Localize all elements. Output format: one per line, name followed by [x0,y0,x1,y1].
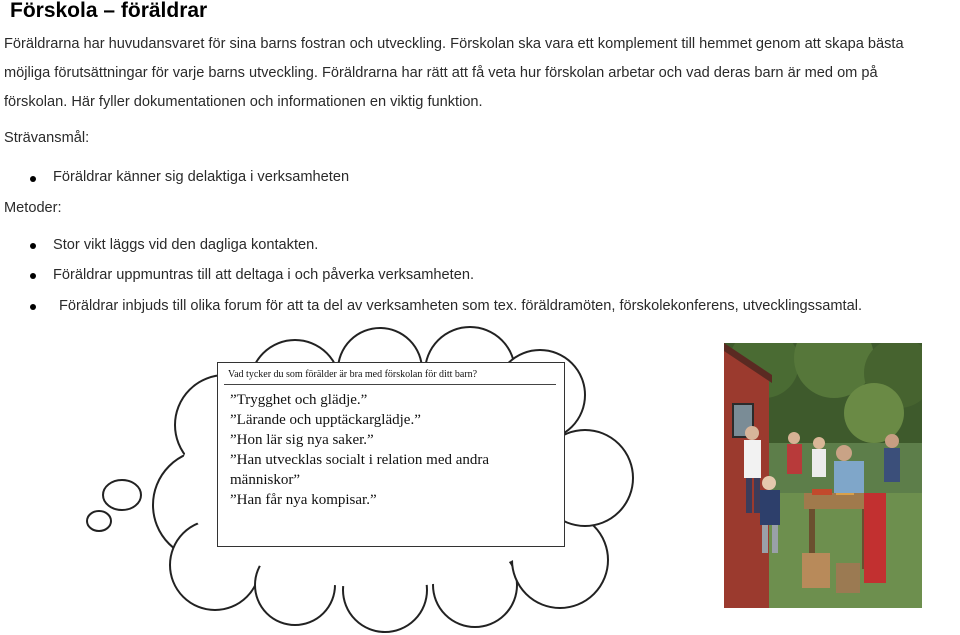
goals-label: Strävansmål: [4,130,90,146]
thought-bubble-tiny [87,511,111,531]
method-item: Stor vikt läggs vid den dagliga kontakten. [53,237,319,253]
goal-item: Föräldrar känner sig delaktiga i verksamheten [53,169,350,185]
methods-label: Metoder: [4,200,62,216]
quote-item: ”Lärande och upptäckarglädje.” [230,412,421,428]
quote-item: ”Han utvecklas socialt i relation med andra människor” [230,452,493,488]
quote-item: ”Hon lär sig nya saker.” [230,432,374,448]
quote-item: ”Trygghet och glädje.” [230,392,368,408]
method-item: Föräldrar inbjuds till olika forum för att ta del av verksamheten som tex. föräldramöten, förskolekonferens, utvecklingssamtal. [59,298,863,314]
outdoor-gathering-photo [724,343,922,608]
intro-line: möjliga förutsättningar för varje barns utveckling. Föräldrarna har rätt att få veta hur förskolan arbetar och vad deras barn är med om på [4,65,878,81]
method-item: Föräldrar uppmuntras till att deltaga i och påverka verksamheten. [53,267,474,283]
intro-line: förskolan. Här fyller dokumentationen och informationen en viktig funktion. [4,94,483,110]
quotes-list [230,390,560,510]
page-title: Förskola – föräldrar [10,0,208,22]
quotes-divider [224,384,556,385]
parent-quotes-box [217,362,565,547]
intro-line: Föräldrarna har huvudansvaret för sina barns fostran och utveckling. Förskolan ska vara ett komplement till hemmet genom att skapa bästa [4,36,904,52]
quote-item: ”Han får nya kompisar.” [230,492,377,508]
quotes-heading: Vad tycker du som förälder är bra med förskolan för ditt barn? [228,369,478,380]
thought-bubble-small [103,480,141,510]
